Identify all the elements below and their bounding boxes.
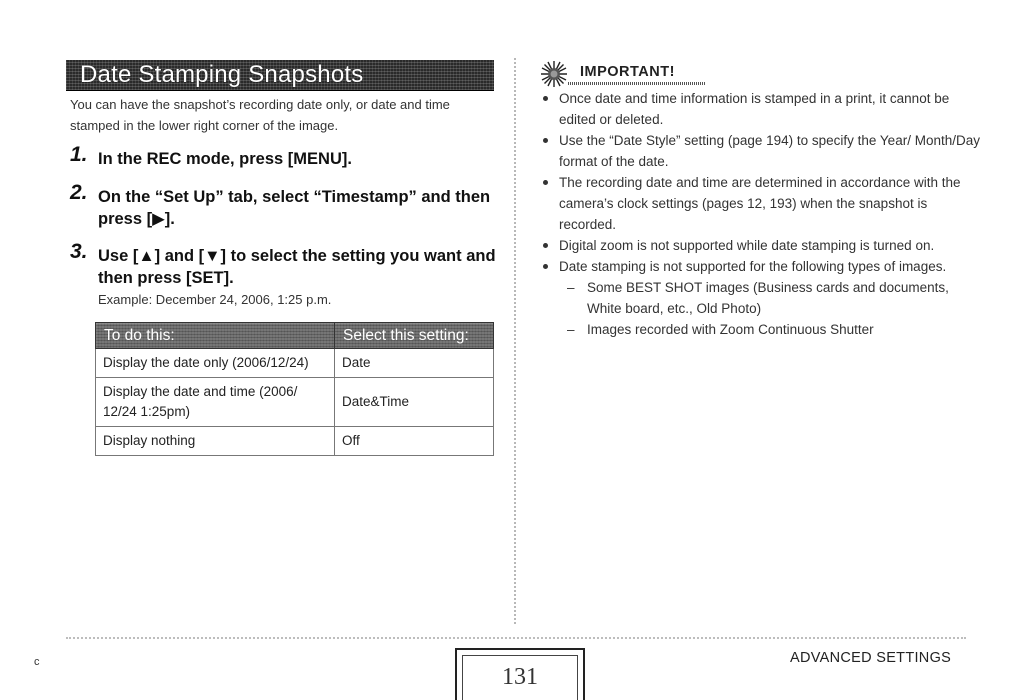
- sub-list-item-text: Some BEST SHOT images (Business cards and documents, White board, etc., Old Photo): [587, 280, 949, 316]
- bullet-icon: [543, 180, 548, 185]
- dash-icon: –: [567, 280, 575, 295]
- sub-list-item-text: Images recorded with Zoom Continuous Shutter: [587, 322, 874, 337]
- table-header-row: [96, 323, 494, 349]
- list-item-text: Date stamping is not supported for the following types of images.: [559, 259, 947, 274]
- table-row: [96, 427, 494, 456]
- footer-divider: [66, 637, 966, 639]
- table-header: Select this setting:: [335, 323, 494, 349]
- bullet-icon: [543, 96, 548, 101]
- important-underline: [568, 82, 706, 85]
- bullet-icon: [543, 264, 548, 269]
- intro-paragraph: You can have the snapshot’s recording date only, or date and time stamped in the lower right corner of the image.: [70, 97, 450, 133]
- step-number: 1.: [70, 143, 88, 166]
- list-item: [540, 172, 980, 235]
- bullet-icon: [543, 138, 548, 143]
- title-banner: [66, 60, 494, 91]
- page-number-box: [455, 648, 585, 700]
- step-number: 2.: [70, 181, 88, 204]
- list-item-text: Digital zoom is not supported while date stamping is turned on.: [559, 238, 935, 253]
- important-list: [540, 88, 980, 340]
- column-divider: [514, 58, 516, 624]
- table-cell: Date: [335, 349, 494, 378]
- page-number: 131: [502, 664, 538, 690]
- corner-mark: c: [34, 656, 40, 668]
- sub-list-item: [540, 319, 980, 340]
- important-label: IMPORTANT!: [580, 64, 675, 80]
- list-item-text: Use the “Date Style” setting (page 194) to specify the Year/ Month/Day format of the date.: [559, 133, 980, 169]
- step-number: 3.: [70, 240, 88, 263]
- table-cell: Off: [335, 427, 494, 456]
- list-item: [540, 235, 980, 256]
- example-text: Example: December 24, 2006, 1:25 p.m.: [98, 292, 332, 307]
- list-item: [540, 88, 980, 130]
- list-item: [540, 130, 980, 172]
- sub-list-item: [540, 277, 980, 319]
- table-row: [96, 378, 494, 427]
- step-text: In the REC mode, press [MENU].: [98, 150, 352, 168]
- table-cell: Display the date and time (2006/ 12/24 1:25pm): [96, 378, 335, 427]
- list-item: [540, 256, 980, 277]
- list-item-text: The recording date and time are determined in accordance with the camera’s clock settings (pages 12, 193) when the snapshot is recorded.: [559, 175, 961, 232]
- table-header: To do this:: [96, 323, 335, 349]
- dash-icon: –: [567, 322, 575, 337]
- bullet-icon: [543, 243, 548, 248]
- page-number-frame: [462, 655, 578, 700]
- list-item-text: Once date and time information is stamped in a print, it cannot be edited or deleted.: [559, 91, 950, 127]
- page-title: Date Stamping Snapshots: [80, 61, 364, 88]
- settings-table: [95, 322, 494, 456]
- important-burst-icon: [540, 60, 568, 88]
- section-name: ADVANCED SETTINGS: [790, 650, 952, 666]
- step-text: Use [▲] and [▼] to select the setting you want and then press [SET].: [98, 247, 496, 287]
- table-cell: Display the date only (2006/12/24): [96, 349, 335, 378]
- step-text: On the “Set Up” tab, select “Timestamp” and then press [▶].: [98, 188, 491, 228]
- table-cell: Display nothing: [96, 427, 335, 456]
- table-row: [96, 349, 494, 378]
- table-cell: Date&Time: [335, 378, 494, 427]
